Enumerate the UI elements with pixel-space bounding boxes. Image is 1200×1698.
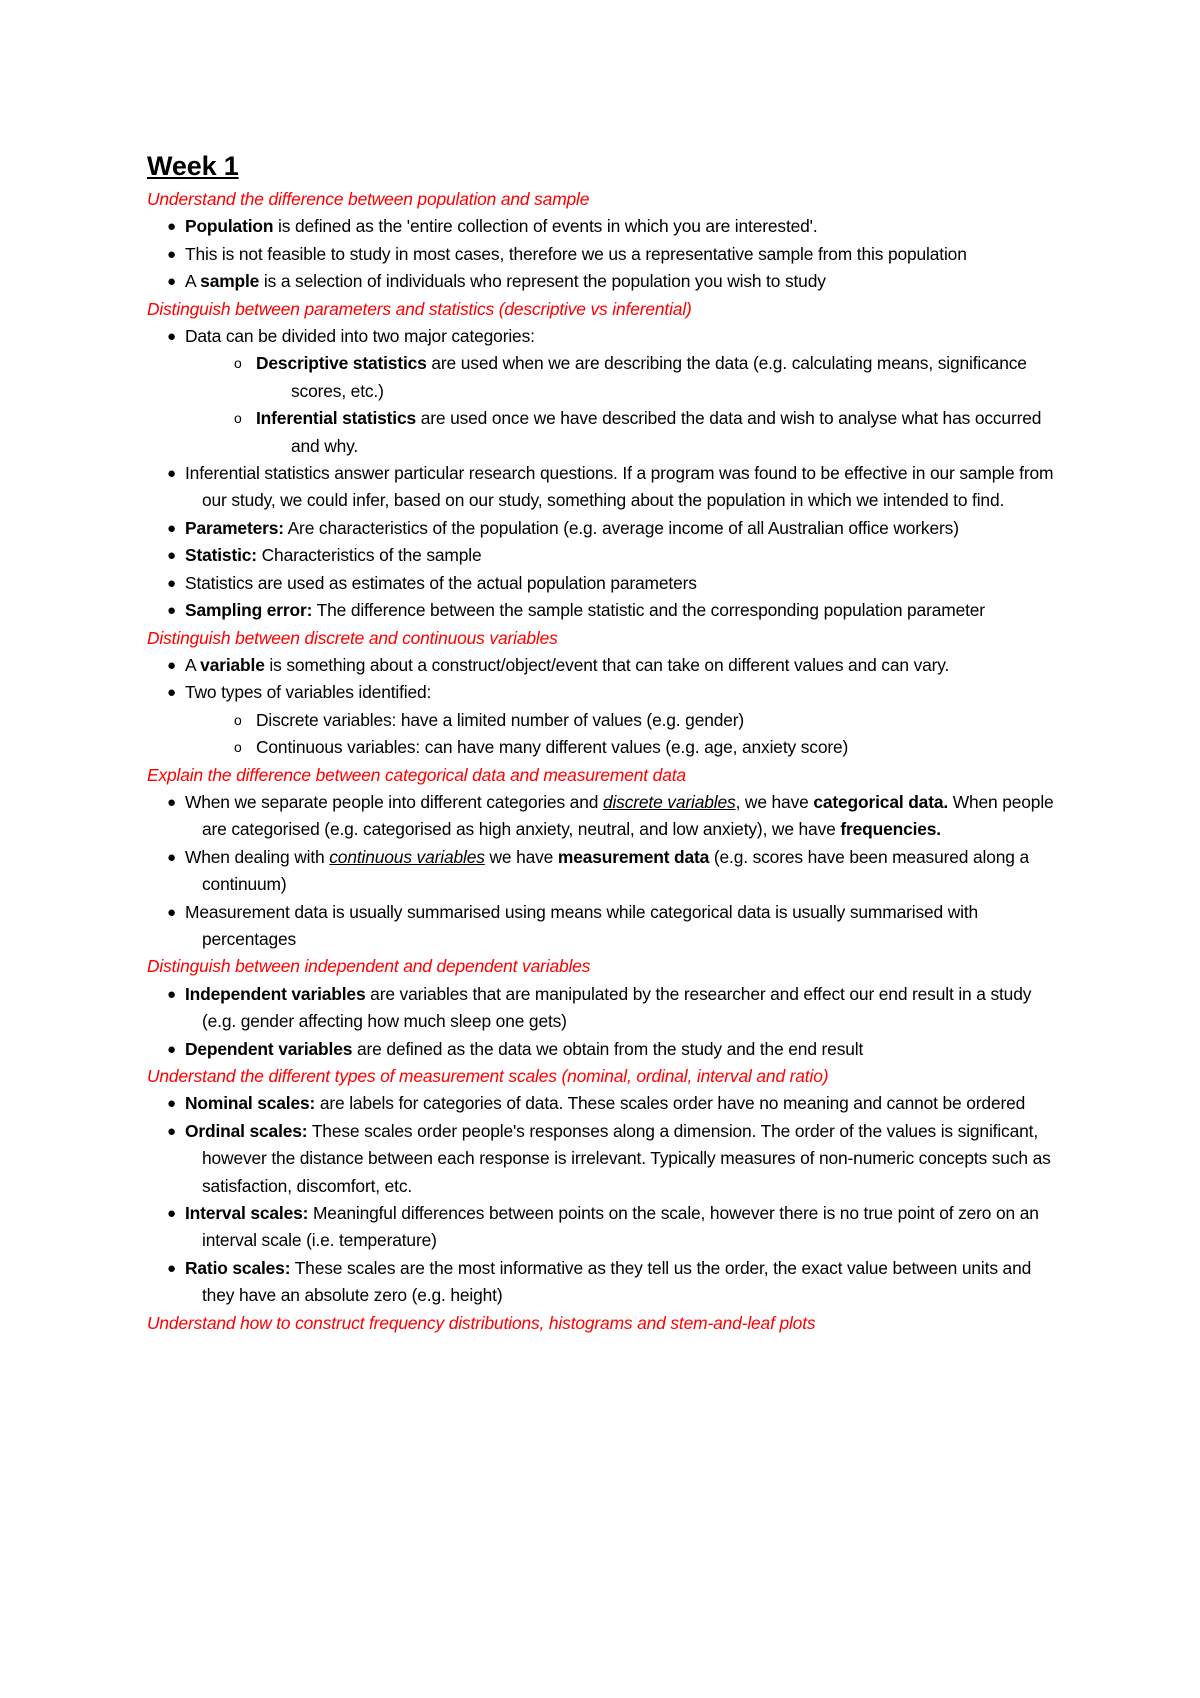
bullet-icon: ● bbox=[167, 602, 176, 620]
text-run: are variables that are manipulated by the researcher and effect our end result in a study (e.g. gender affecting how much sleep one gets) bbox=[202, 983, 1032, 1032]
text-run: A bbox=[185, 271, 201, 292]
bold-term: Interval scales: bbox=[185, 1203, 309, 1224]
text-run: (e.g. scores have been measured along a continuum) bbox=[202, 846, 1029, 895]
text-run: are used when we are describing the data (e.g. calculating means, significance scores, etc.) bbox=[291, 353, 1027, 401]
bullet-icon: ● bbox=[167, 1040, 176, 1058]
list-item bbox=[147, 679, 1067, 761]
sub-list-item bbox=[164, 734, 1067, 761]
text-run: These scales order people's responses along a dimension. The order of the values is significant, however the distance between each response is irrelevant. Typically measures of non-numeric concepts such as satisfaction, discomfort, etc. bbox=[202, 1120, 1051, 1196]
list-item bbox=[147, 515, 1067, 542]
text-run: When we separate people into different categories and bbox=[185, 791, 603, 812]
list-item bbox=[147, 1118, 1067, 1200]
text-run: is something about a construct/object/event that can take on different values and can vary. bbox=[264, 654, 950, 675]
text-run: Two types of variables identified: bbox=[185, 682, 432, 703]
list-item bbox=[147, 213, 1067, 240]
circle-bullet-icon: o bbox=[234, 410, 242, 427]
bullet-icon: ● bbox=[167, 547, 176, 565]
sections-container bbox=[147, 186, 1067, 1337]
text-run: Discrete variables: have a limited number of values (e.g. gender) bbox=[256, 709, 745, 730]
bold-term: Population bbox=[185, 216, 274, 237]
bold-term: Parameters: bbox=[185, 517, 284, 538]
section bbox=[147, 762, 1067, 954]
section bbox=[147, 625, 1067, 762]
text-run: Are characteristics of the population (e.g. average income of all Australian office workers) bbox=[283, 517, 959, 538]
bold-term: categorical data. bbox=[813, 791, 949, 812]
bullet-list bbox=[147, 1090, 1067, 1309]
sub-list-item bbox=[164, 707, 1067, 734]
underlined-term: continuous variables bbox=[329, 846, 485, 867]
bullet-icon: ● bbox=[167, 985, 176, 1003]
text-run: is defined as the 'entire collection of events in which you are interested'. bbox=[273, 216, 818, 237]
bullet-icon: ● bbox=[167, 903, 176, 921]
bullet-list bbox=[147, 789, 1067, 953]
section bbox=[147, 1063, 1067, 1310]
bullet-icon: ● bbox=[167, 574, 176, 592]
bullet-icon: ● bbox=[167, 1205, 176, 1223]
bold-term: variable bbox=[200, 654, 265, 675]
text-run: is a selection of individuals who represent the population you wish to study bbox=[259, 271, 826, 292]
section-heading: Understand how to construct frequency distributions, histograms and stem-and-leaf plots bbox=[147, 1312, 816, 1333]
sub-bullet-list bbox=[202, 707, 1067, 762]
list-item bbox=[147, 844, 1067, 899]
text-run: The difference between the sample statistic and the corresponding population parameter bbox=[312, 600, 985, 621]
list-item bbox=[147, 460, 1067, 515]
bullet-icon: ● bbox=[167, 273, 176, 291]
bold-term: Ordinal scales: bbox=[185, 1120, 308, 1141]
section bbox=[147, 953, 1067, 1063]
text-run: Meaningful differences between points on the scale, however there is no true point of zero on an interval scale (i.e. temperature) bbox=[202, 1203, 1039, 1251]
bullet-list bbox=[147, 981, 1067, 1063]
text-run: Continuous variables: can have many different values (e.g. age, anxiety score) bbox=[256, 737, 849, 758]
text-run: These scales are the most informative as they tell us the order, the exact value between units and they have an absolute zero (e.g. height) bbox=[202, 1257, 1032, 1306]
sub-list-item bbox=[164, 350, 1067, 405]
text-run: Characteristics of the sample bbox=[256, 545, 482, 566]
text-run: we have bbox=[484, 846, 558, 867]
sub-bullet-list bbox=[202, 350, 1067, 460]
bold-term: frequencies. bbox=[840, 819, 941, 840]
text-run: are labels for categories of data. These scales order have no meaning and cannot be ordered bbox=[315, 1093, 1026, 1114]
text-run: When people are categorised (e.g. categorised as high anxiety, neutral, and low anxiety), we have bbox=[202, 791, 1054, 840]
bold-term: measurement data bbox=[557, 846, 710, 867]
bullet-icon: ● bbox=[167, 465, 176, 483]
section-heading: Distinguish between parameters and statistics (descriptive vs inferential) bbox=[147, 298, 692, 319]
text-run: are used once we have described the data and wish to analyse what has occurred and why. bbox=[291, 408, 1042, 456]
list-item bbox=[147, 542, 1067, 569]
bullet-icon: ● bbox=[167, 848, 176, 866]
bold-term: sample bbox=[200, 271, 260, 292]
bullet-icon: ● bbox=[167, 1259, 176, 1277]
list-item bbox=[147, 268, 1067, 295]
bullet-icon: ● bbox=[167, 519, 176, 537]
text-run: Data can be divided into two major categories: bbox=[185, 326, 535, 347]
list-item bbox=[147, 323, 1067, 460]
bullet-icon: ● bbox=[167, 684, 176, 702]
bullet-icon: ● bbox=[167, 793, 176, 811]
section-heading: Explain the difference between categorical data and measurement data bbox=[147, 764, 686, 785]
section-heading: Distinguish between discrete and continuous variables bbox=[147, 627, 558, 648]
circle-bullet-icon: o bbox=[234, 711, 242, 728]
circle-bullet-icon: o bbox=[234, 739, 242, 756]
list-item bbox=[147, 241, 1067, 268]
text-run: Statistics are used as estimates of the actual population parameters bbox=[185, 572, 697, 593]
bullet-list bbox=[147, 652, 1067, 762]
list-item bbox=[147, 1200, 1067, 1255]
list-item bbox=[147, 1090, 1067, 1117]
section-heading: Distinguish between independent and dependent variables bbox=[147, 956, 591, 977]
page-title: Week 1 bbox=[147, 151, 239, 181]
bullet-list bbox=[147, 323, 1067, 624]
list-item bbox=[147, 1036, 1067, 1063]
document-content bbox=[147, 148, 1067, 1337]
list-item bbox=[147, 899, 1067, 954]
bold-term: Ratio scales: bbox=[185, 1257, 291, 1278]
bold-term: Inferential statistics bbox=[256, 408, 417, 429]
circle-bullet-icon: o bbox=[234, 355, 242, 372]
section-heading: Understand the difference between population and sample bbox=[147, 189, 590, 209]
bold-term: Nominal scales: bbox=[185, 1093, 316, 1114]
section bbox=[147, 1310, 1067, 1337]
list-item bbox=[147, 570, 1067, 597]
bold-term: Statistic: bbox=[185, 545, 257, 566]
bullet-icon: ● bbox=[167, 218, 176, 236]
bullet-icon: ● bbox=[167, 245, 176, 263]
bullet-icon: ● bbox=[167, 328, 176, 346]
underlined-term: discrete variables bbox=[602, 791, 736, 812]
bold-term: Independent variables bbox=[185, 983, 366, 1004]
section bbox=[147, 296, 1067, 625]
bold-term: Dependent variables bbox=[185, 1038, 353, 1059]
section bbox=[147, 186, 1067, 296]
text-run: A bbox=[185, 654, 201, 675]
text-run: Inferential statistics answer particular research questions. If a program was found to be effective in our sample from our study, we could infer, based on our study, something about the population in which we intended to find. bbox=[185, 463, 1054, 511]
bold-term: Descriptive statistics bbox=[256, 353, 427, 374]
text-run: are defined as the data we obtain from the study and the end result bbox=[352, 1038, 864, 1059]
list-item bbox=[147, 789, 1067, 844]
bullet-icon: ● bbox=[167, 1095, 176, 1113]
text-run: , we have bbox=[735, 791, 814, 812]
list-item bbox=[147, 597, 1067, 624]
bullet-icon: ● bbox=[167, 656, 176, 674]
text-run: This is not feasible to study in most cases, therefore we us a representative sample from this population bbox=[185, 243, 967, 264]
list-item bbox=[147, 981, 1067, 1036]
text-run: Measurement data is usually summarised using means while categorical data is usually summarised with percentages bbox=[185, 901, 979, 949]
bold-term: Sampling error: bbox=[185, 600, 313, 621]
text-run: When dealing with bbox=[185, 846, 330, 867]
bullet-list bbox=[147, 213, 1067, 295]
list-item bbox=[147, 652, 1067, 679]
bullet-icon: ● bbox=[167, 1122, 176, 1140]
section-heading: Understand the different types of measurement scales (nominal, ordinal, interval and ratio) bbox=[147, 1066, 829, 1086]
list-item bbox=[147, 1255, 1067, 1310]
sub-list-item bbox=[164, 405, 1067, 460]
